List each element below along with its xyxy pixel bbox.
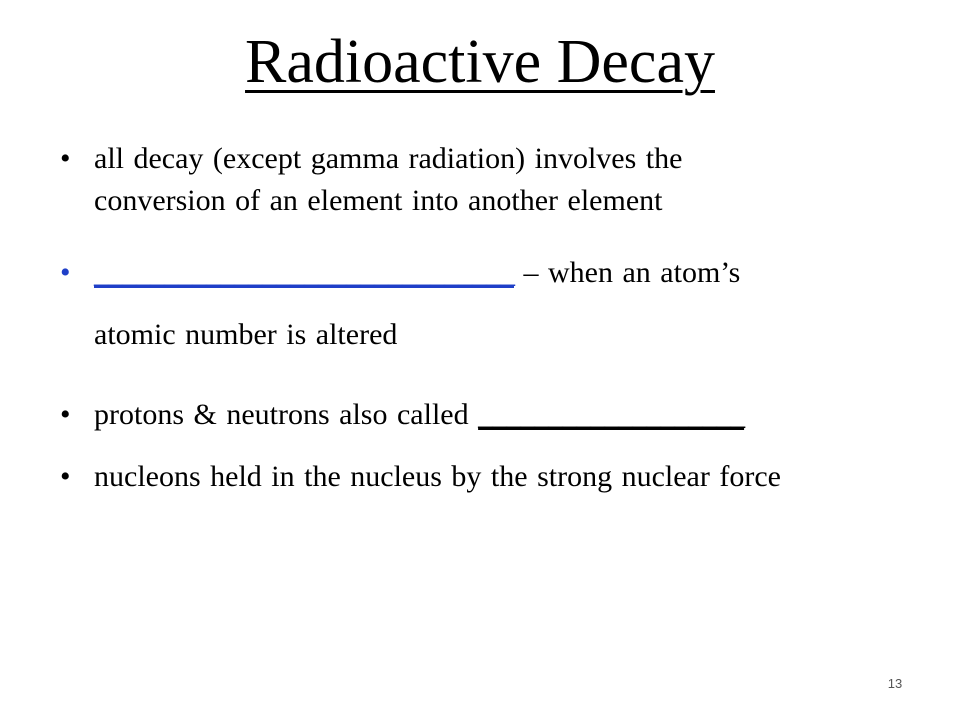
bullet-marker: •	[60, 142, 71, 175]
slide-title	[0, 18, 960, 106]
bullet-marker: •	[60, 256, 71, 289]
bullet-marker: •	[60, 460, 71, 493]
bullet-text	[94, 394, 934, 436]
bullet-text-before-blank: protons & neutrons also called	[94, 398, 479, 431]
slide-title-text: Radioactive Decay	[245, 28, 715, 96]
bullet-item-nucleons	[60, 394, 940, 436]
bullet-item-decay-conversion	[60, 138, 940, 228]
bullet-text	[94, 138, 934, 222]
bullet-text-line-1	[94, 252, 934, 294]
bullet-text-line-1: all decay (except gamma radiation) involves the	[94, 142, 683, 175]
bullet-text-line-2: atomic number is altered	[94, 318, 398, 351]
fill-in-blank: ______________________________	[94, 256, 514, 289]
bullet-text-line-2: conversion of an element into another element	[94, 184, 663, 217]
bullet-item-transmutation	[60, 252, 940, 362]
page-number: 13	[887, 676, 903, 691]
bullet-item-strong-force	[60, 456, 940, 498]
fill-in-blank: ___________________	[478, 398, 745, 431]
bullet-marker: •	[60, 398, 71, 431]
bullet-text: nucleons held in the nucleus by the strong nuclear force	[94, 460, 781, 493]
bullet-text-after-blank: – when an atom’s	[514, 256, 741, 289]
